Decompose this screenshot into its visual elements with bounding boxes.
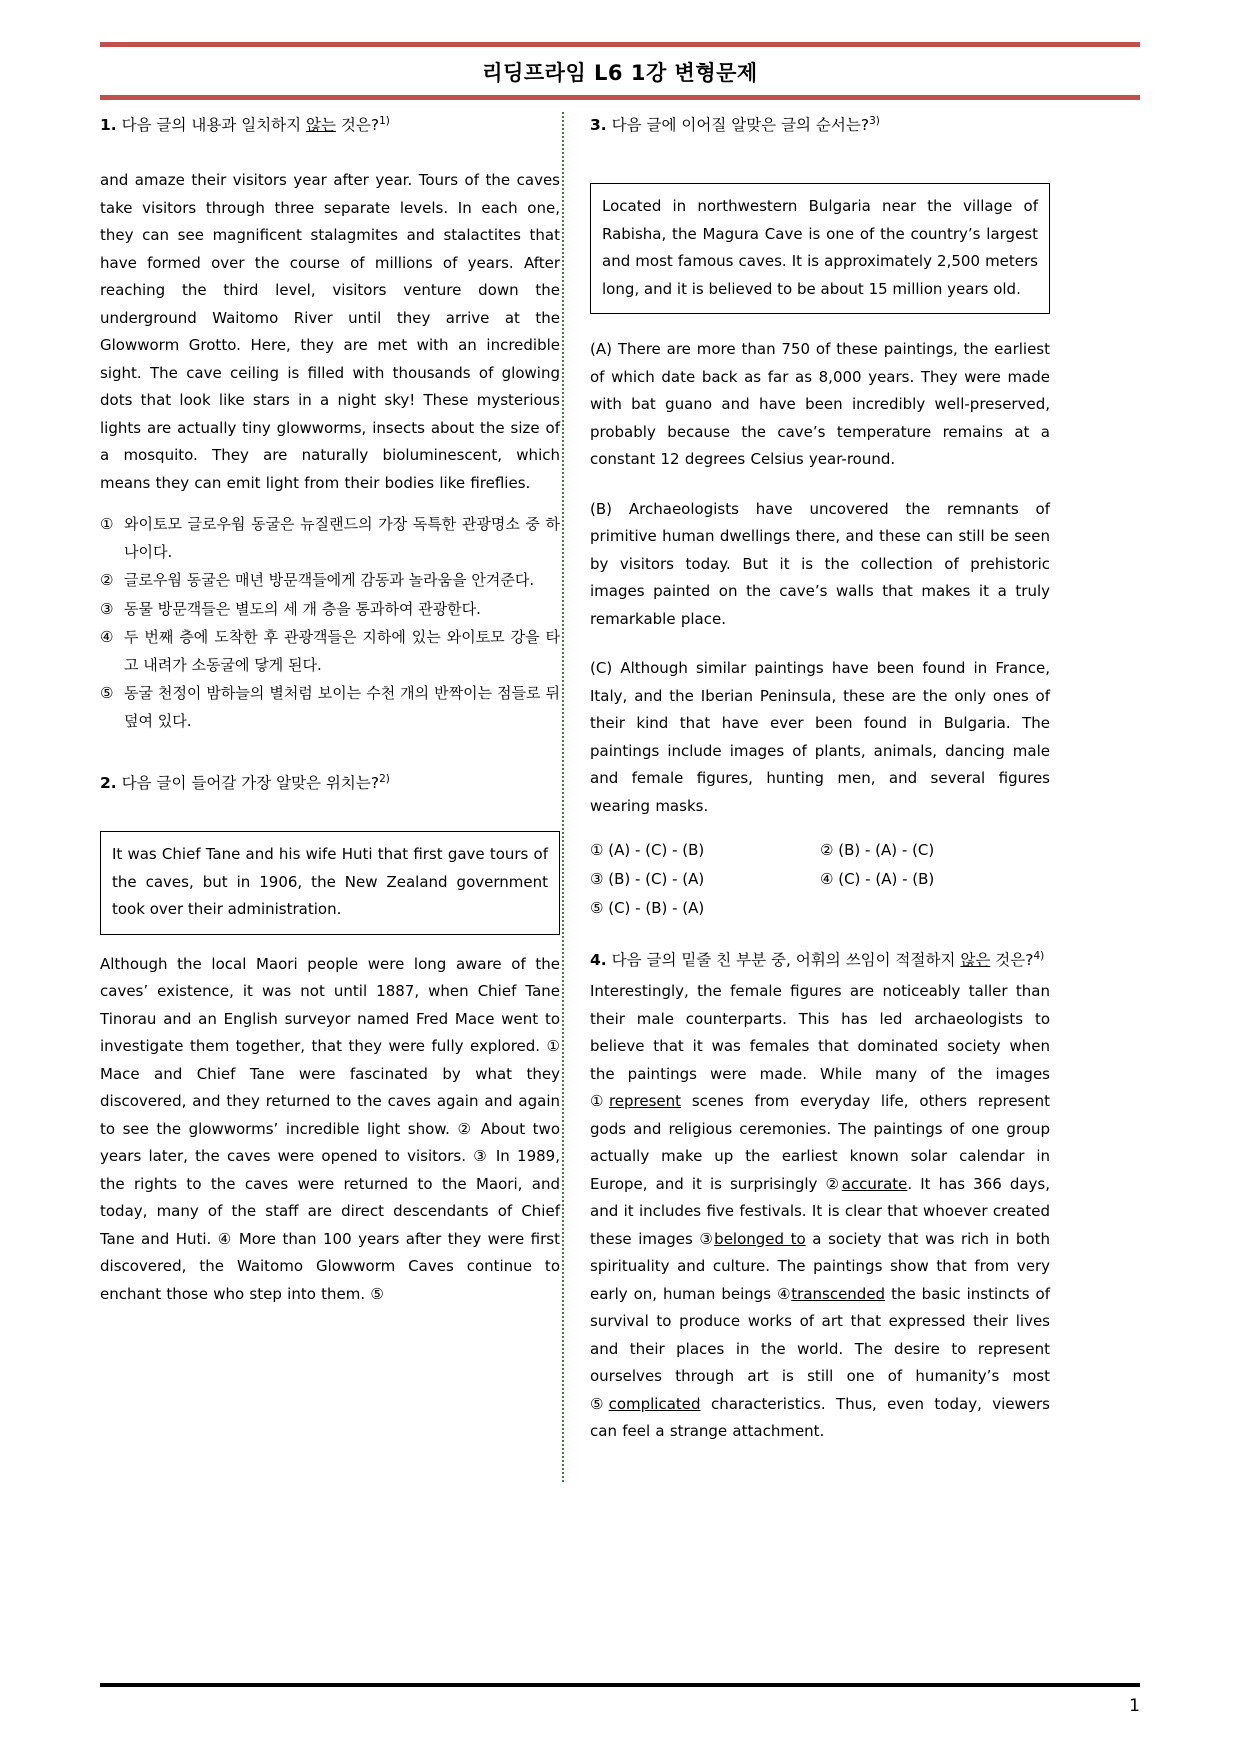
choice-marker: ⑤	[100, 684, 114, 702]
question-4-passage	[590, 978, 1050, 1446]
choice-item[interactable]: ④ (C) - (A) - (B)	[820, 870, 935, 888]
choice-item[interactable]: ② (B) - (A) - (C)	[820, 841, 935, 859]
vocab-word: belonged to	[714, 1229, 806, 1248]
question-4-number: 4.	[590, 951, 607, 969]
header-rule-top	[100, 42, 1140, 47]
page-title: 리딩프라임 L6 1강 변형문제	[482, 61, 758, 85]
choice-label: 두 번째 층에 도착한 후 관광객들은 지하에 있는 와이토모 강을 타고 내려가 소동굴에 닿게 된다.	[124, 628, 560, 674]
vocab-choice[interactable]	[777, 1285, 885, 1303]
vocab-marker: ⑤	[590, 1394, 609, 1413]
vocab-choice[interactable]	[825, 1175, 907, 1193]
question-1-passage: and amaze their visitors year after year. Tours of the caves take visitors through three separate levels. In each one, they can see magnificent stalagmites and stalactites that have formed over the course of millions of years. After reaching the third level, visitors venture down the underground Waitomo River until they arrive at the Glowworm Grotto. Here, they are met with an incredible sight. The cave ceiling is filled with thousands of glowing dots that look like stars in a night sky! These mysterious lights are actually tiny glowworms, insects about the size of a mosquito. They are naturally bioluminescent, which means they can emit light from their bodies like fireflies.	[100, 171, 560, 492]
question-3-choices	[590, 836, 1050, 923]
passage-text: a society that was rich in both spirituality and culture. The paintings show that from very early on, human beings	[590, 1229, 1051, 1303]
vocab-marker: ①	[590, 1092, 609, 1110]
vocab-word: transcended	[791, 1284, 886, 1303]
choice-item[interactable]	[100, 624, 560, 679]
page-number: 1	[1129, 1696, 1140, 1716]
question-1-number: 1.	[100, 116, 117, 134]
question-4-footnote: 4)	[1033, 949, 1045, 962]
choice-item[interactable]	[100, 511, 560, 566]
column-divider	[562, 112, 564, 1482]
choice-marker: ④	[100, 628, 114, 646]
passage-text: scenes from everyday life, others represent gods and religious ceremonies. The paintings of one group actually make up the earliest known solar calendar in Europe, and it is surprisingly	[590, 1092, 1050, 1193]
question-3-number: 3.	[590, 116, 607, 134]
choice-label: 동물 방문객들은 별도의 세 개 층을 통과하여 관광한다.	[124, 599, 481, 618]
question-3-boxed-intro: Located in northwestern Bulgaria near the village of Rabisha, the Magura Cave is one of the country’s largest and most famous caves. It is approximately 2,500 meters long, and it is believed to be about 15 million years old.	[590, 183, 1050, 314]
question-3-prompt: 다음 글에 이어질 알맞은 글의 순서는?	[611, 116, 870, 134]
choice-label: 글로우웜 동굴은 매년 방문객들에게 감동과 놀라움을 안겨준다.	[124, 571, 535, 589]
choice-row	[590, 865, 1050, 894]
question-3-block	[590, 112, 1050, 923]
question-4-heading	[590, 947, 1050, 974]
choice-label: 와이토모 글로우웜 동굴은 뉴질랜드의 가장 독특한 관광명소 중 하나이다.	[124, 515, 560, 561]
footer-rule	[100, 1683, 1140, 1687]
choice-item[interactable]	[100, 596, 560, 624]
question-2-number: 2.	[100, 774, 117, 792]
question-3-footnote: 3)	[869, 114, 880, 127]
choice-label: 동굴 천정이 밤하늘의 별처럼 보이는 수천 개의 반짝이는 점들로 뒤덮여 있다.	[124, 684, 560, 730]
vocab-choice[interactable]	[699, 1230, 805, 1248]
choice-item[interactable]	[100, 567, 560, 595]
choice-row	[590, 836, 1050, 865]
question-3-paragraph-b: (B) Archaeologists have uncovered the remnants of primitive human dwellings there, and these can still be seen by visitors today. But it is the collection of prehistoric images painted on the cave’s walls that makes it a truly remarkable place.	[590, 499, 1050, 628]
vocab-word: represent	[608, 1092, 682, 1110]
question-2-passage: Although the local Maori people were long aware of the caves’ existence, it was not until 1887, when Chief Tane Tinorau and an English surveyor named Fred Mace went to investigate them together, that they were fully explored. ① Mace and Chief Tane were fascinated by what they discovered, and they returned to the caves again and again to see the glowworms’ incredible light show. ② About two years later, the caves were opened to visitors. ③ In 1989, the rights to the caves were returned to the Maori, and today, many of the staff are direct descendants of Chief Tane and Huti. ④ More than 100 years after they were first discovered, the Waitomo Glowworm Caves continue to enchant those who step into them. ⑤	[100, 954, 560, 1303]
choice-row	[590, 894, 1050, 923]
question-4-prompt-line1: 다음 글의 밑줄 친 부분 중, 어휘의 쓰임이 적절하지	[611, 951, 956, 969]
passage-text: Interestingly, the female figures are noticeably taller than their male counterparts. This has led archaeologists to believe that it was females that dominated society when the paintings were made. While many of the images	[590, 982, 1050, 1083]
question-1-heading	[100, 112, 560, 139]
vocab-word: accurate	[841, 1174, 908, 1193]
question-2-prompt: 다음 글이 들어갈 가장 알맞은 위치는?	[121, 774, 380, 792]
question-1-prompt-after: 것은?	[336, 116, 380, 134]
choice-item[interactable]: ⑤ (C) - (B) - (A)	[590, 899, 705, 917]
passage-text: . It has 366 days, and it includes five festivals. It is clear that whoever created these images	[590, 1174, 1051, 1248]
header-rule-bottom	[100, 95, 1140, 100]
right-column	[590, 112, 1050, 1446]
question-3-heading	[590, 112, 1050, 139]
passage-text: characteristics. Thus, even today, viewers can feel a strange attachment.	[590, 1394, 1050, 1440]
vocab-word: complicated	[608, 1394, 701, 1413]
question-4-prompt-after: 것은?	[990, 951, 1034, 969]
choice-marker: ①	[100, 515, 114, 533]
vocab-choice[interactable]	[590, 1092, 681, 1110]
question-4-block	[590, 947, 1050, 1446]
vocab-marker: ②	[825, 1174, 842, 1193]
choice-item[interactable]	[100, 680, 560, 735]
question-1-prompt-before: 다음 글의 내용과 일치하지	[121, 116, 307, 134]
choice-marker: ②	[100, 571, 114, 589]
question-1-footnote: 1)	[379, 114, 390, 127]
question-3-paragraph-a: (A) There are more than 750 of these paintings, the earliest of which date back as far as 8,000 years. They were made with bat guano and have been incredibly well-preserved, probably because the cave’s temperature remains at a constant 12 degrees Celsius year-round.	[590, 340, 1050, 468]
left-column	[100, 112, 560, 1308]
vocab-choice[interactable]	[590, 1395, 701, 1413]
choice-spacer	[820, 894, 1050, 923]
question-1-prompt-underlined: 않는	[306, 116, 336, 134]
question-2-boxed-sentence: It was Chief Tane and his wife Huti that first gave tours of the caves, but in 1906, the New Zealand government took over their administration.	[100, 831, 560, 935]
question-3-paragraph-c: (C) Although similar paintings have been found in France, Italy, and the Iberian Peninsula, these are the only ones of their kind that have ever been found in Bulgaria. The paintings include images of plants, animals, dancing male and female figures, hunting men, and several figures wearing masks.	[590, 659, 1050, 815]
choice-item[interactable]: ① (A) - (C) - (B)	[590, 841, 705, 859]
question-2-heading	[100, 770, 560, 797]
passage-text: the basic instincts of survival to produce works of art that expressed their lives and their places in the world. The desire to represent ourselves through art is still one of humanity’s most	[590, 1284, 1051, 1385]
question-2-block	[100, 770, 560, 1308]
choice-item[interactable]: ③ (B) - (C) - (A)	[590, 870, 705, 888]
question-1-block	[100, 112, 560, 735]
question-2-footnote: 2)	[379, 772, 390, 785]
choice-marker: ③	[100, 599, 114, 618]
vocab-marker: ③	[699, 1229, 715, 1248]
vocab-marker: ④	[777, 1284, 792, 1303]
question-4-prompt-underlined: 않은	[960, 951, 991, 969]
question-1-choices	[100, 511, 560, 735]
